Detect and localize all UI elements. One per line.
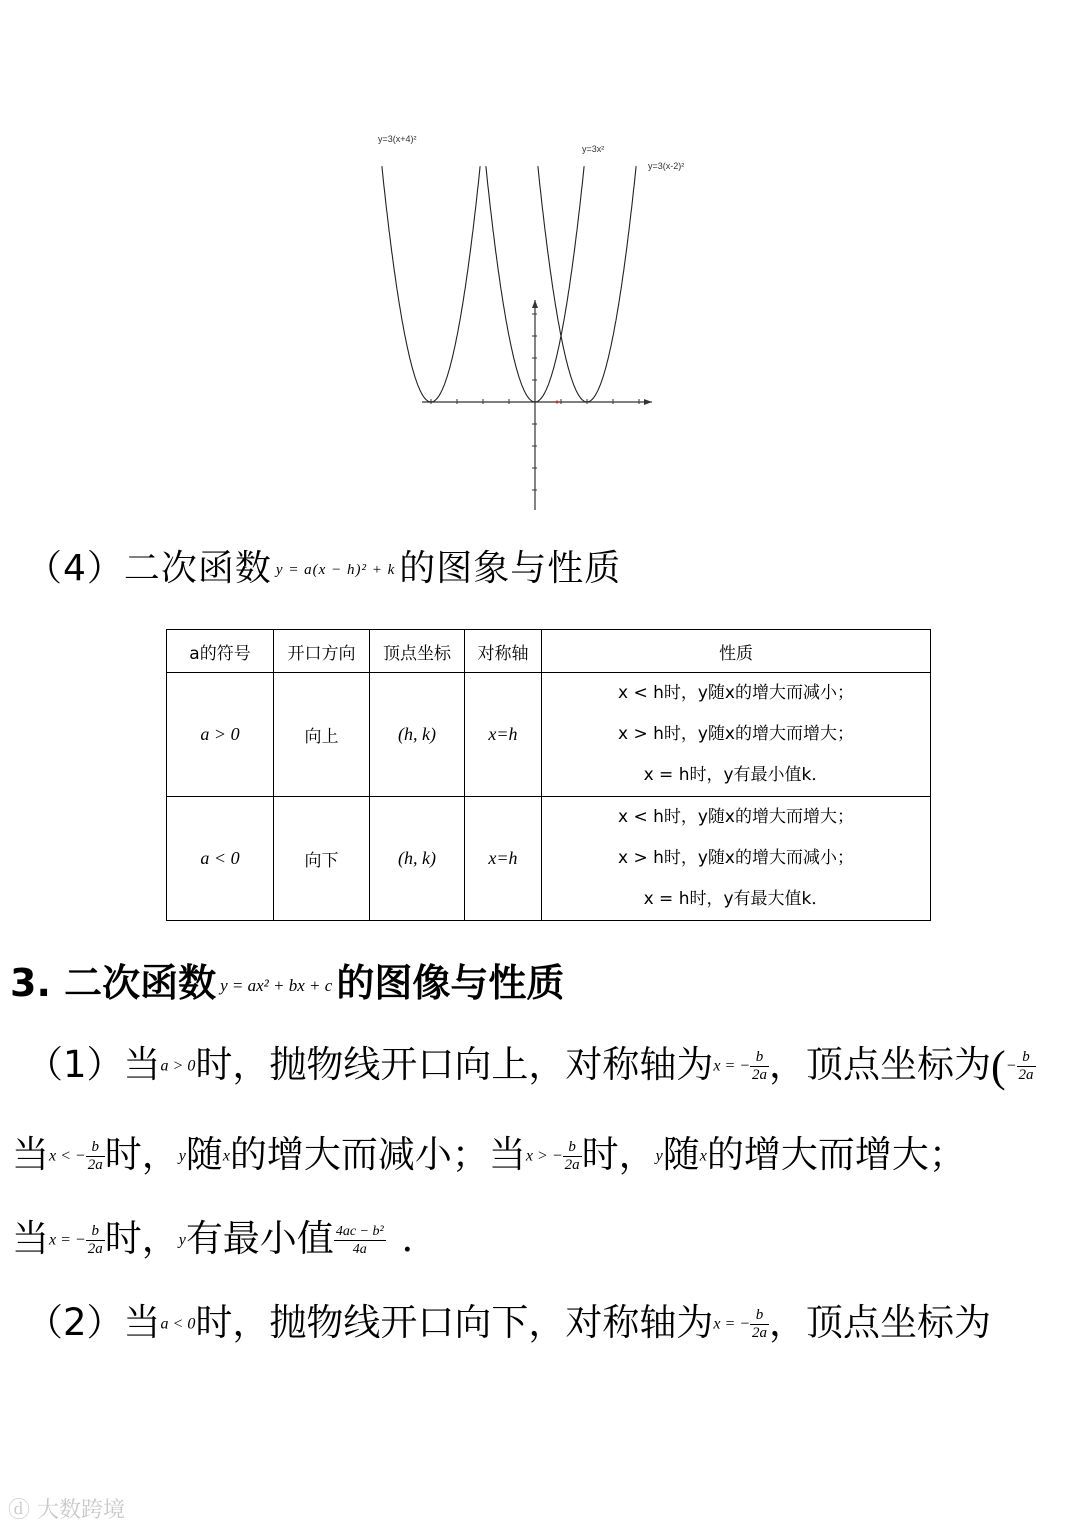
origin-marker (556, 401, 559, 404)
properties-table (166, 629, 931, 921)
cell-direction: 向下 (274, 797, 370, 921)
p4-text-b: 时，抛物线开口向下，对称轴为 (195, 1301, 714, 1344)
p4-text-c: ，顶点坐标为 (769, 1301, 992, 1344)
section-3-suffix: 的图像与性质 (336, 961, 565, 1005)
fraction-b-2a: $\frac{b}{2a}$ (87, 1223, 103, 1257)
cell-vertex: (h, k) (370, 797, 465, 921)
table-header-row (167, 630, 931, 673)
section-3-prefix: 3. 二次函数 (10, 961, 217, 1005)
header-direction: 开口方向 (274, 630, 370, 673)
p4-condition: a < 0 (160, 1315, 196, 1333)
fraction-b-2a: $\frac{b}{2a}$ (87, 1139, 103, 1173)
watermark-logo-icon: ⓓ (8, 1498, 31, 1523)
p3-end: ． (401, 1217, 439, 1260)
cell-axis: x=h (465, 797, 542, 921)
section-3-formula: y = ax² + bx + c (220, 975, 333, 995)
curve-label-middle: y=3x² (582, 144, 605, 154)
fraction-min-value: $\frac{\text{4ac − b²}}{4a}$ (335, 1224, 384, 1257)
p1-condition: a > 0 (160, 1057, 196, 1075)
property-line: x < h时，y随x的增大而减小； (617, 683, 854, 703)
watermark (8, 1493, 125, 1524)
fraction-b-2a: $\frac{b}{2a}$ (1018, 1049, 1034, 1083)
watermark-text: 大数跨境 (37, 1498, 126, 1523)
heading-4-formula: y = a(x − h)² + k (275, 561, 396, 578)
p2-text-b: 时， (104, 1133, 179, 1176)
parabola-graph (360, 125, 720, 515)
parabola-left (382, 166, 480, 402)
cell-sign: a > 0 (167, 673, 274, 797)
heading-4-prefix: （4）二次函数 (26, 548, 272, 589)
p4-text-a: （2）当 (26, 1301, 161, 1344)
cell-vertex: (h, k) (370, 673, 465, 797)
p2-text-c: 随 (185, 1133, 223, 1176)
cell-direction: 向上 (274, 673, 370, 797)
curve-label-right: y=3(x-2)² (648, 161, 685, 171)
header-vertex: 顶点坐标 (370, 630, 465, 673)
fraction-b-2a: $\frac{b}{2a}$ (564, 1139, 580, 1173)
table-row (167, 673, 931, 797)
fraction-b-2a: $\frac{b}{2a}$ (752, 1049, 768, 1083)
property-line: x = h时，y有最小值k． (643, 765, 829, 785)
cell-properties (542, 797, 931, 921)
p1-text-c: ，顶点坐标为 (769, 1043, 992, 1086)
p3-text-c: 有最小值 (185, 1217, 334, 1260)
property-line: x > h时，y随x的增大而增大； (617, 724, 854, 744)
header-axis: 对称轴 (465, 630, 542, 673)
paren-open: ( (991, 1042, 1006, 1091)
p1-axis-lhs: x = − (713, 1057, 751, 1075)
p1-minus: − (1005, 1057, 1017, 1075)
p2-condition-1: x < − (49, 1147, 86, 1165)
paragraph-4 (26, 1292, 991, 1346)
p1-text-a: （1）当 (26, 1043, 161, 1086)
property-line: x > h时，y随x的增大而减小； (617, 848, 854, 868)
p2-text-f: 随 (662, 1133, 700, 1176)
p2-var-x: x (699, 1147, 707, 1165)
curve-label-left: y=3(x+4)² (378, 134, 417, 144)
paragraph-1 (26, 1034, 1036, 1092)
paragraph-2 (12, 1124, 966, 1178)
cell-sign: a < 0 (167, 797, 274, 921)
header-sign: a的符号 (167, 630, 274, 673)
header-properties: 性质 (542, 630, 931, 673)
property-line: x = h时，y有最大值k． (643, 889, 829, 909)
p2-text-g: 的增大而增大； (706, 1133, 966, 1176)
parabola-right (538, 166, 636, 402)
axis-arrow-icon (532, 300, 652, 405)
section-3-heading (10, 952, 564, 1007)
p4-axis-lhs: x = − (713, 1315, 751, 1333)
p3-text-b: 时， (104, 1217, 179, 1260)
property-line: x < h时，y随x的增大而增大； (617, 807, 854, 827)
p2-var-y: y (655, 1147, 663, 1165)
axes (422, 300, 652, 510)
p2-text-a: 当 (12, 1133, 49, 1176)
parabola-svg (360, 125, 720, 515)
cell-properties (542, 673, 931, 797)
table-row (167, 797, 931, 921)
paragraph-3 (12, 1208, 439, 1262)
p1-text-b: 时，抛物线开口向上，对称轴为 (195, 1043, 714, 1086)
p2-condition-2: x > − (525, 1147, 563, 1165)
heading-4-suffix: 的图象与性质 (399, 548, 622, 589)
curves (382, 166, 636, 402)
fraction-b-2a: $\frac{b}{2a}$ (752, 1307, 768, 1341)
p2-text-d: 的增大而减小；当 (229, 1133, 526, 1176)
p2-var-x: x (222, 1147, 230, 1165)
p3-condition: x = − (49, 1231, 86, 1249)
p3-text-a: 当 (12, 1217, 49, 1260)
cell-axis: x=h (465, 673, 542, 797)
p2-text-e: 时， (581, 1133, 656, 1176)
heading-4 (26, 540, 621, 591)
p3-var-y: y (178, 1231, 186, 1249)
p2-var-y: y (178, 1147, 186, 1165)
